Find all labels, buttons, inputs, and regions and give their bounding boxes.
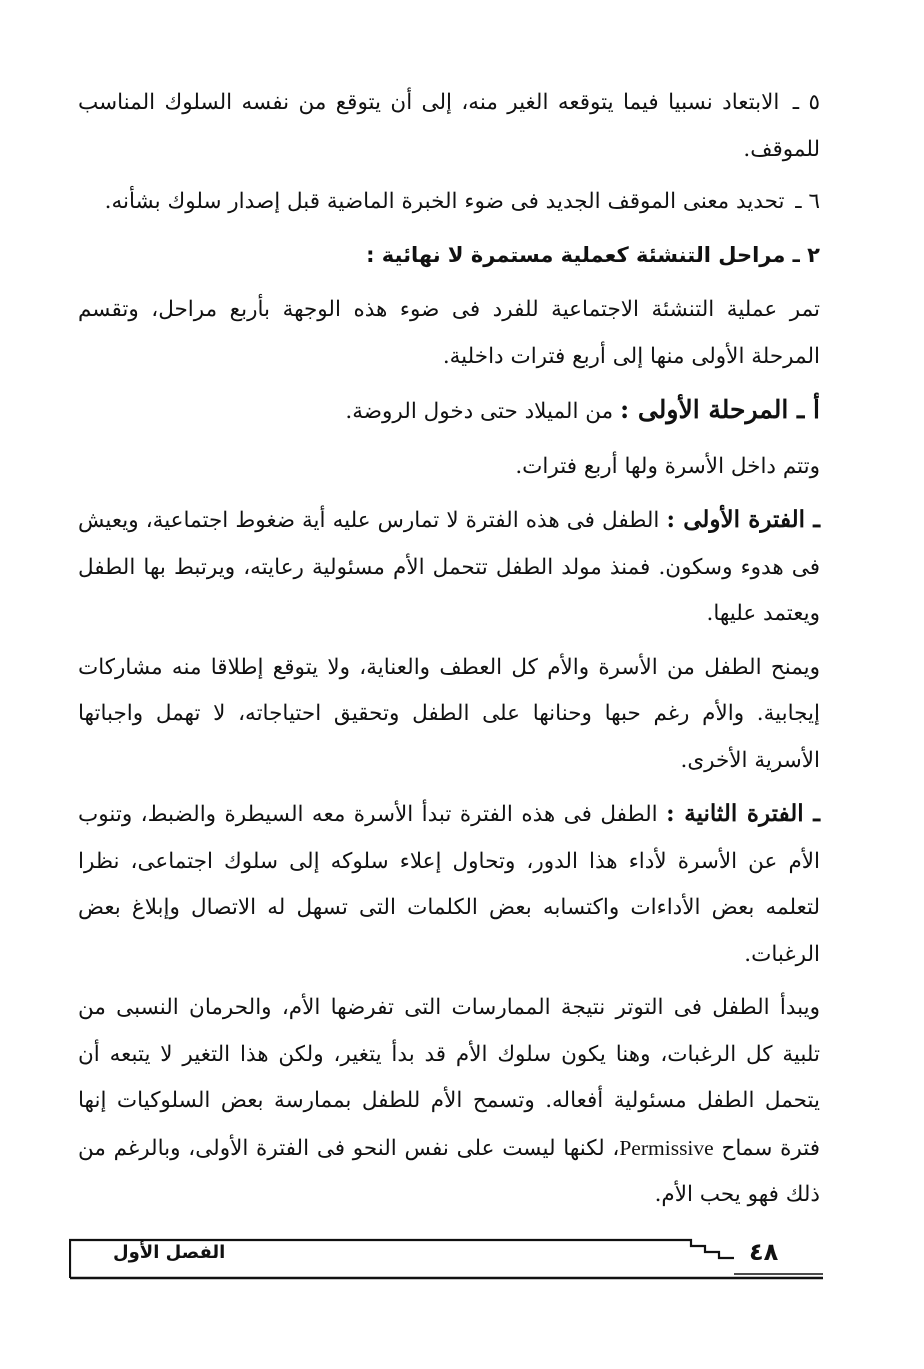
chapter-title: الفصل الأول	[113, 1242, 226, 1263]
section-heading: ٢ ـ مراحل التنشئة كعملية مستمرة لا نهائية :	[366, 242, 820, 267]
page-body	[78, 80, 820, 1226]
permissive-term: Permissive	[619, 1135, 714, 1160]
stage-one-note: وتتم داخل الأسرة ولها أربع فترات.	[515, 453, 820, 479]
list-item-6	[78, 179, 820, 226]
page-number: ٤٨	[749, 1238, 779, 1266]
period-two-text: الطفل فى هذه الفترة تبدأ الأسرة معه السيطرة والضبط، وتنوب الأم عن الأسرة لأداء هذا الدور، وتحاول إعلاء سلوكه إلى سلوك اجتماعى، نظرا لتعلمه بعض الأداءات واكتسابه بعض الكلمات التى تسهل له الاتصال وإبلاغ بعض الرغبات.	[78, 802, 820, 967]
period-two-paragraph	[78, 791, 820, 978]
stage-one-line	[78, 387, 820, 436]
stage-one-label: أ ـ المرحلة الأولى :	[620, 395, 820, 424]
list-item-number: ٦ ـ	[795, 189, 820, 214]
period-two-para2-after: ، لكنها ليست على نفس النحو فى الفترة الأولى، وبالرغم من ذلك فهو يحب الأم.	[78, 1135, 820, 1207]
period-two-label: ـ الفترة الثانية :	[666, 800, 820, 827]
stage-one-text: من الميلاد حتى دخول الروضة.	[345, 399, 614, 424]
period-one-label: ـ الفترة الأولى :	[666, 506, 820, 533]
list-item-5	[78, 80, 820, 173]
period-one-paragraph-2: ويمنح الطفل من الأسرة والأم كل العطف والعناية، ولا يتوقع إطلاقا منه مشاركات إيجابية. والأم رغم حبها وحنانها على الطفل وتحقيق احتياجاته، لا تهمل واجباتها الأسرية الأخرى.	[78, 654, 820, 773]
list-item-text: تحديد معنى الموقف الجديد فى ضوء الخبرة الماضية قبل إصدار سلوك بشأنه.	[104, 189, 785, 214]
intro-paragraph: تمر عملية التنشئة الاجتماعية للفرد فى ضوء هذه الوجهة بأربع مراحل، وتقسم المرحلة الأولى منها إلى أربع فترات داخلية.	[78, 297, 820, 369]
period-one-paragraph	[78, 497, 820, 638]
list-item-number: ٥ ـ	[792, 90, 820, 115]
period-two-para2-before: ويبدأ الطفل فى التوتر نتيجة الممارسات التى تفرضها الأم، والحرمان النسبى من تلبية كل الرغبات، وهنا يكون سلوك الأم قد بدأ يتغير، ولكن هذا التغير لا يتبعه أن يتحمل الطفل مسئولية أفعاله. وتسمح الأم للطفل بممارسة بعض السلوكيات إنها فترة سماح	[78, 995, 820, 1161]
page-footer	[69, 1238, 823, 1280]
list-item-text: الابتعاد نسبيا فيما يتوقعه الغير منه، إلى أن يتوقع من نفسه السلوك المناسب للموقف.	[78, 90, 820, 162]
period-two-paragraph-2	[78, 985, 820, 1219]
period-one-text: الطفل فى هذه الفترة لا تمارس عليه أية ضغوط اجتماعية، ويعيش فى هدوء وسكون. فمنذ مولد الطفل تتحمل الأم مسئولية رعايته، ويرتبط بها الطفل ويعتمد عليها.	[78, 508, 820, 626]
